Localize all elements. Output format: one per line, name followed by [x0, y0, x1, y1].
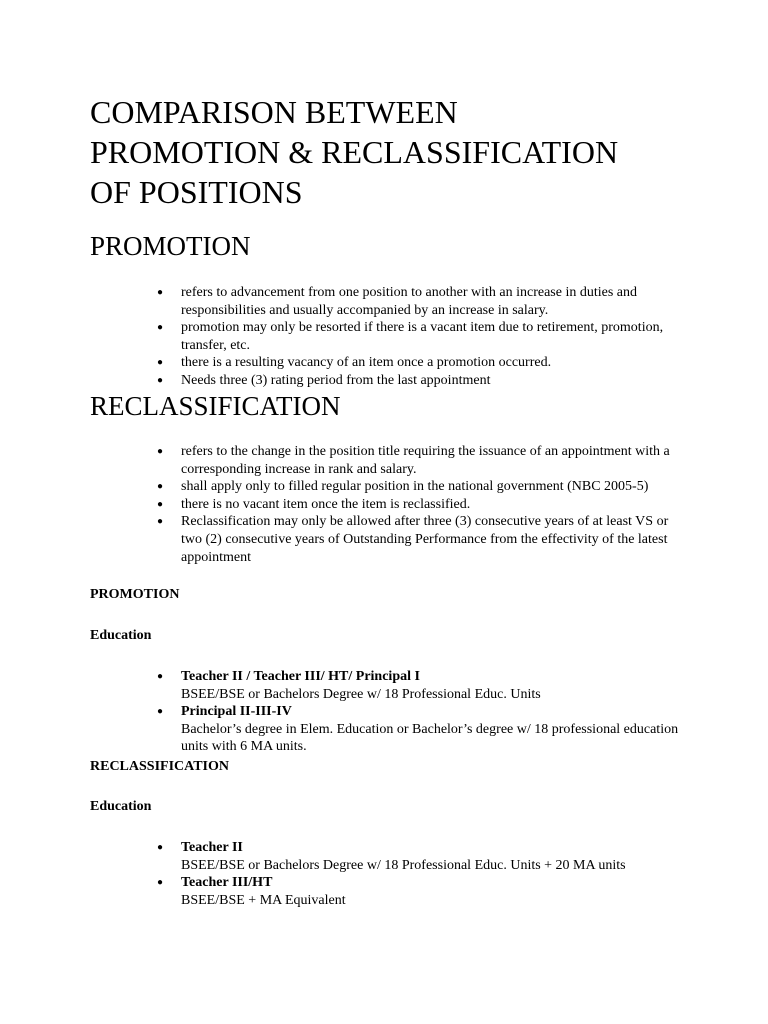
bullet-icon: ● — [157, 322, 164, 334]
education-item-description: BSEE/BSE or Bachelors Degree w/ 18 Professional Educ. Units + 20 MA units — [181, 857, 626, 873]
bullet-icon: ● — [157, 706, 164, 718]
list-item-text: refers to the change in the position title requiring the issuance of an appointment with a corresponding increase in rank and salary. — [181, 444, 670, 477]
promotion-education-list — [157, 668, 681, 756]
document-title — [90, 92, 710, 212]
reclassification-education-list — [157, 839, 681, 909]
education-item-description: BSEE/BSE + MA Equivalent — [181, 892, 346, 908]
list-item — [157, 319, 681, 354]
bullet-icon: ● — [157, 498, 164, 510]
list-item — [157, 443, 681, 478]
bullet-icon: ● — [157, 481, 164, 493]
list-item — [157, 874, 681, 909]
title-line: PROMOTION & RECLASSIFICATION — [90, 134, 619, 170]
list-item — [157, 668, 681, 703]
list-item — [157, 284, 681, 319]
list-item-text: there is a resulting vacancy of an item once a promotion occurred. — [181, 355, 552, 371]
education-item-title: Teacher II — [181, 840, 243, 855]
promotion-bullet-list — [157, 284, 681, 390]
list-item-text: Reclassification may only be allowed after three (3) consecutive years of at least VS or two (2) consecutive years of Outstanding Performance from the effectivity of the latest appointment — [181, 514, 669, 565]
list-item-text: shall apply only to filled regular position in the national government (NBC 2005-5) — [181, 479, 649, 495]
reclassification-heading: RECLASSIFICATION — [90, 391, 341, 421]
education-item-description: Bachelor’s degree in Elem. Education or Bachelor’s degree w/ 18 professional education units with 6 MA units. — [181, 721, 679, 755]
bullet-icon: ● — [157, 446, 164, 457]
list-item — [157, 496, 681, 514]
list-item — [157, 372, 681, 390]
bullet-icon: ● — [157, 671, 164, 682]
list-item-text: there is no vacant item once the item is reclassified. — [181, 496, 471, 512]
education-item-description: BSEE/BSE or Bachelors Degree w/ 18 Professional Educ. Units — [181, 686, 541, 702]
list-item-text: promotion may only be resorted if there is a vacant item due to retirement, promotion, transfer, etc. — [181, 320, 664, 353]
reclassification-section-heading: RECLASSIFICATION — [90, 759, 229, 774]
list-item — [157, 703, 681, 756]
reclassification-education-subheading: Education — [90, 799, 152, 814]
title-line: COMPARISON BETWEEN — [90, 94, 458, 130]
list-item-text: refers to advancement from one position to another with an increase in duties and responsibilities and usually accompanied by an increase in salary. — [181, 285, 638, 318]
bullet-icon: ● — [157, 287, 164, 298]
list-item-text: Needs three (3) rating period from the last appointment — [181, 372, 491, 388]
bullet-icon: ● — [157, 357, 164, 369]
list-item — [157, 513, 681, 566]
bullet-icon: ● — [157, 877, 164, 889]
education-item-title: Teacher II / Teacher III/ HT/ Principal I — [181, 669, 420, 684]
bullet-icon: ● — [157, 374, 164, 386]
list-item — [157, 354, 681, 372]
bullet-icon: ● — [157, 516, 164, 528]
title-line: OF POSITIONS — [90, 174, 303, 210]
reclassification-bullet-list — [157, 443, 681, 566]
list-item — [157, 478, 681, 496]
promotion-education-subheading: Education — [90, 628, 152, 643]
promotion-heading: PROMOTION — [90, 231, 251, 261]
education-item-title: Teacher III/HT — [181, 875, 273, 891]
education-item-title: Principal II-III-IV — [181, 704, 292, 720]
list-item — [157, 839, 681, 874]
bullet-icon: ● — [157, 842, 164, 853]
promotion-section-heading: PROMOTION — [90, 587, 180, 602]
